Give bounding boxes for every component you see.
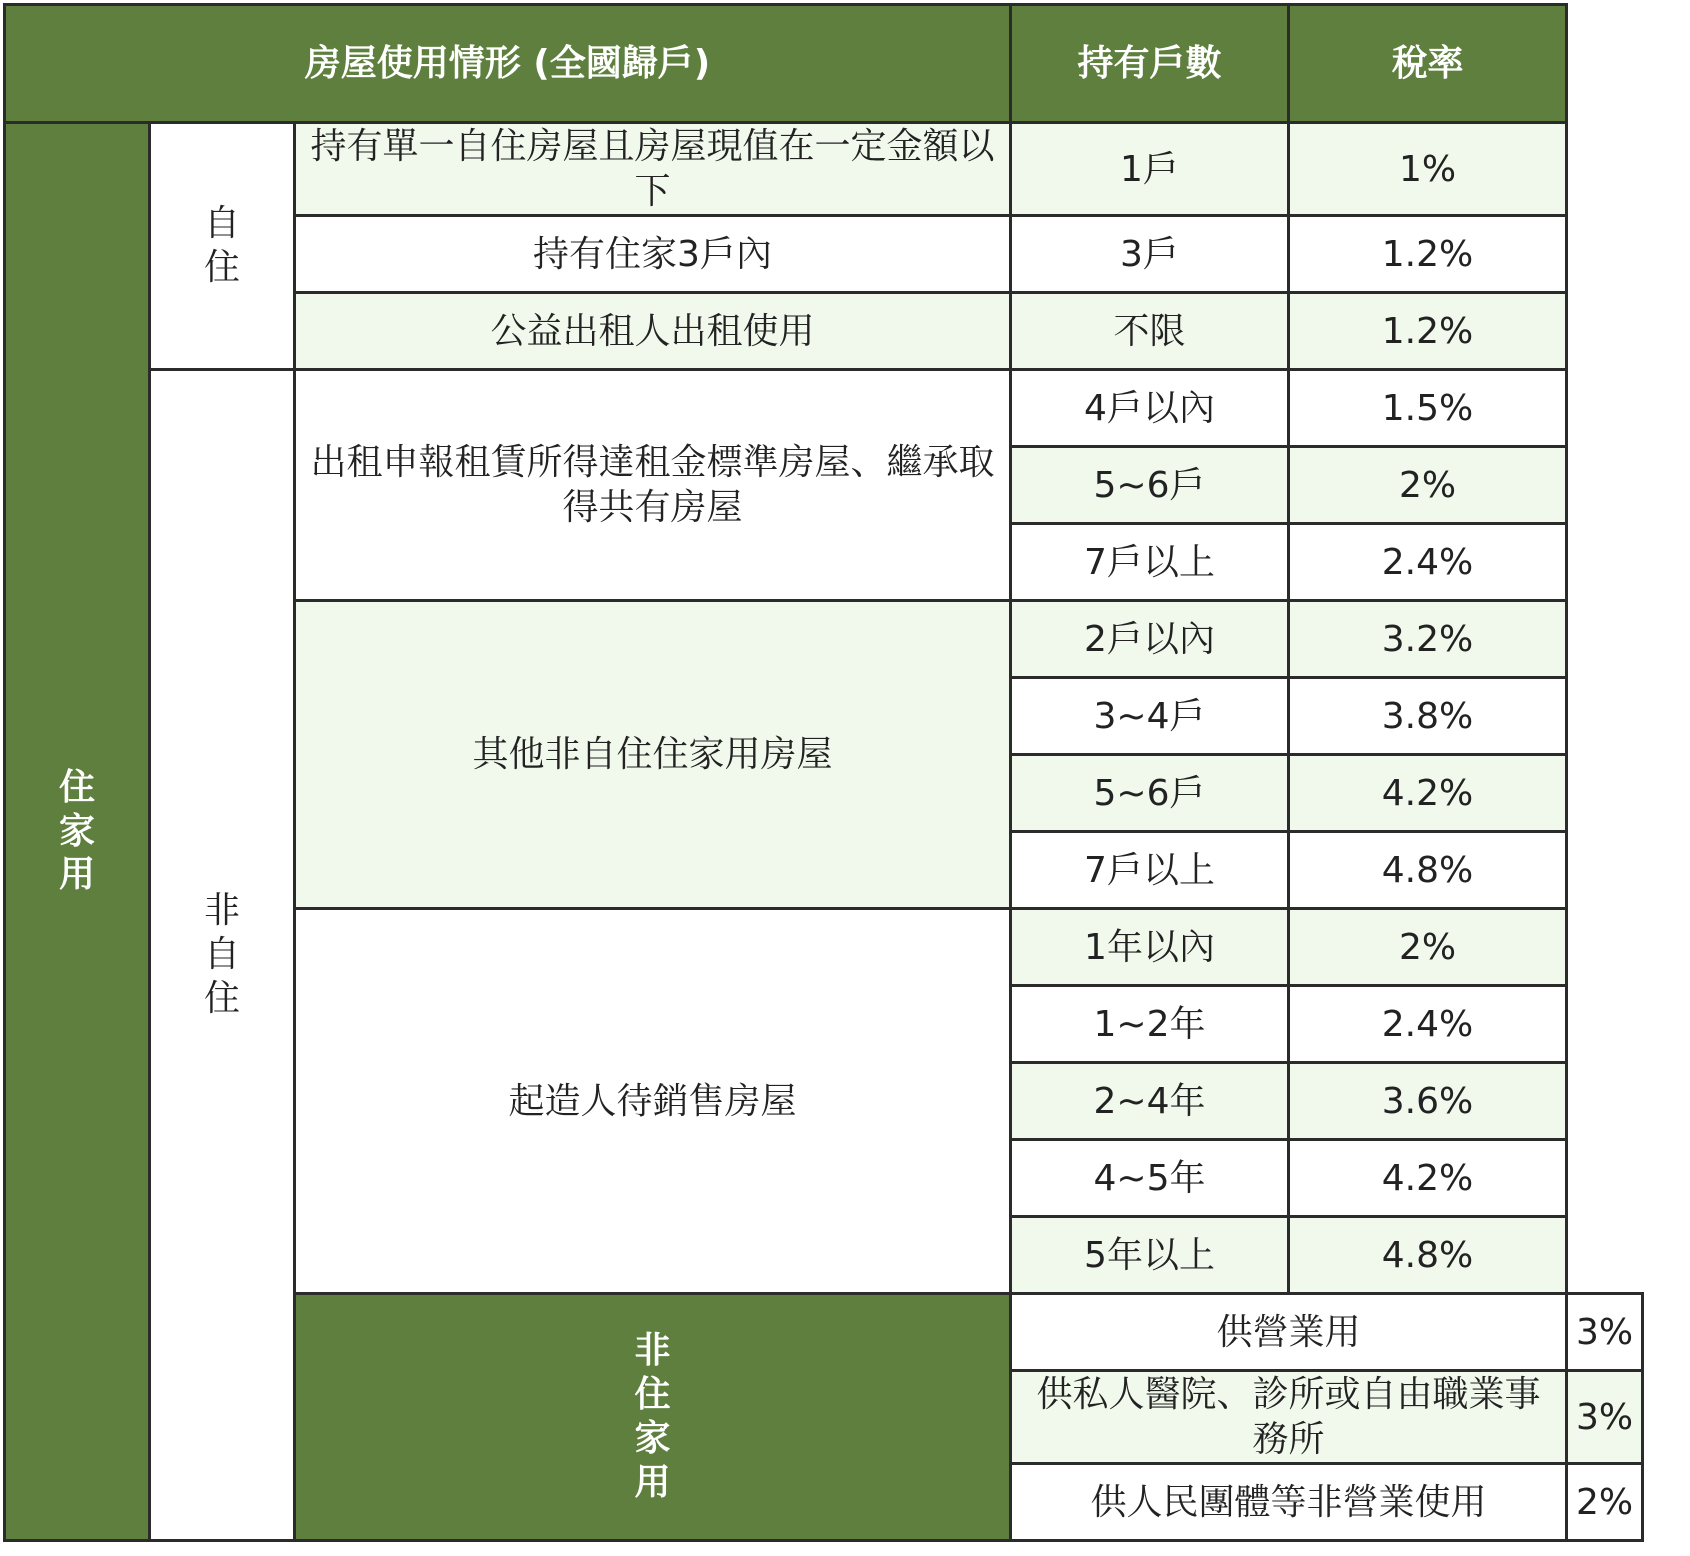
rate-cell: 2.4% [1289,986,1567,1063]
count-cell: 5年以上 [1011,1217,1289,1294]
rate-cell: 1.2% [1289,293,1567,370]
count-cell: 7戶以上 [1011,524,1289,601]
rate-cell: 2% [1289,447,1567,524]
rate-cell: 3.2% [1289,601,1567,678]
non-self-use-label: 非自住 [203,890,240,1019]
count-cell: 4~5年 [1011,1140,1289,1217]
rate-cell: 3% [1567,1294,1643,1371]
count-cell: 1~2年 [1011,986,1289,1063]
count-cell: 7戶以上 [1011,832,1289,909]
rate-cell: 4.2% [1289,755,1567,832]
situation-cell: 持有單一自住房屋且房屋現值在一定金額以下 [295,123,1011,216]
situation-cell: 供營業用 [1011,1294,1567,1371]
rate-cell: 4.2% [1289,1140,1567,1217]
rate-cell: 1% [1289,123,1567,216]
situation-cell: 供人民團體等非營業使用 [1011,1464,1567,1541]
header-situation: 房屋使用情形 (全國歸戶) [5,5,1011,123]
rate-cell: 3.8% [1289,678,1567,755]
count-cell: 不限 [1011,293,1289,370]
count-cell: 3戶 [1011,216,1289,293]
count-cell: 5~6戶 [1011,755,1289,832]
situation-cell: 其他非自住住家用房屋 [295,601,1011,909]
rate-cell: 1.2% [1289,216,1567,293]
count-cell: 2~4年 [1011,1063,1289,1140]
non-residential-label-cell [295,1294,1011,1541]
self-use-label: 自住 [203,203,240,288]
situation-cell: 供私人醫院、診所或自由職業事務所 [1011,1371,1567,1464]
header-rate: 稅率 [1289,5,1567,123]
rate-cell: 2.4% [1289,524,1567,601]
non-residential-label: 非住家用 [634,1330,671,1503]
count-cell: 5~6戶 [1011,447,1289,524]
rate-cell: 1.5% [1289,370,1567,447]
rate-cell: 2% [1567,1464,1643,1541]
count-cell: 3~4戶 [1011,678,1289,755]
residential-label-cell [5,123,150,1541]
table-row [5,370,1643,447]
rate-cell: 3% [1567,1371,1643,1464]
rate-cell: 4.8% [1289,832,1567,909]
self-use-label-cell [150,123,295,370]
header-count: 持有戶數 [1011,5,1289,123]
rate-cell: 4.8% [1289,1217,1567,1294]
rate-cell: 3.6% [1289,1063,1567,1140]
table-row [5,123,1643,216]
situation-cell: 起造人待銷售房屋 [295,909,1011,1294]
situation-cell: 持有住家3戶內 [295,216,1011,293]
house-tax-rate-table [3,3,1644,1542]
count-cell: 4戶以內 [1011,370,1289,447]
residential-label: 住家用 [58,766,95,896]
situation-cell: 公益出租人出租使用 [295,293,1011,370]
non-self-use-label-cell [150,370,295,1541]
count-cell: 1戶 [1011,123,1289,216]
rate-cell: 2% [1289,909,1567,986]
count-cell: 2戶以內 [1011,601,1289,678]
situation-cell: 出租申報租賃所得達租金標準房屋、繼承取得共有房屋 [295,370,1011,601]
count-cell: 1年以內 [1011,909,1289,986]
